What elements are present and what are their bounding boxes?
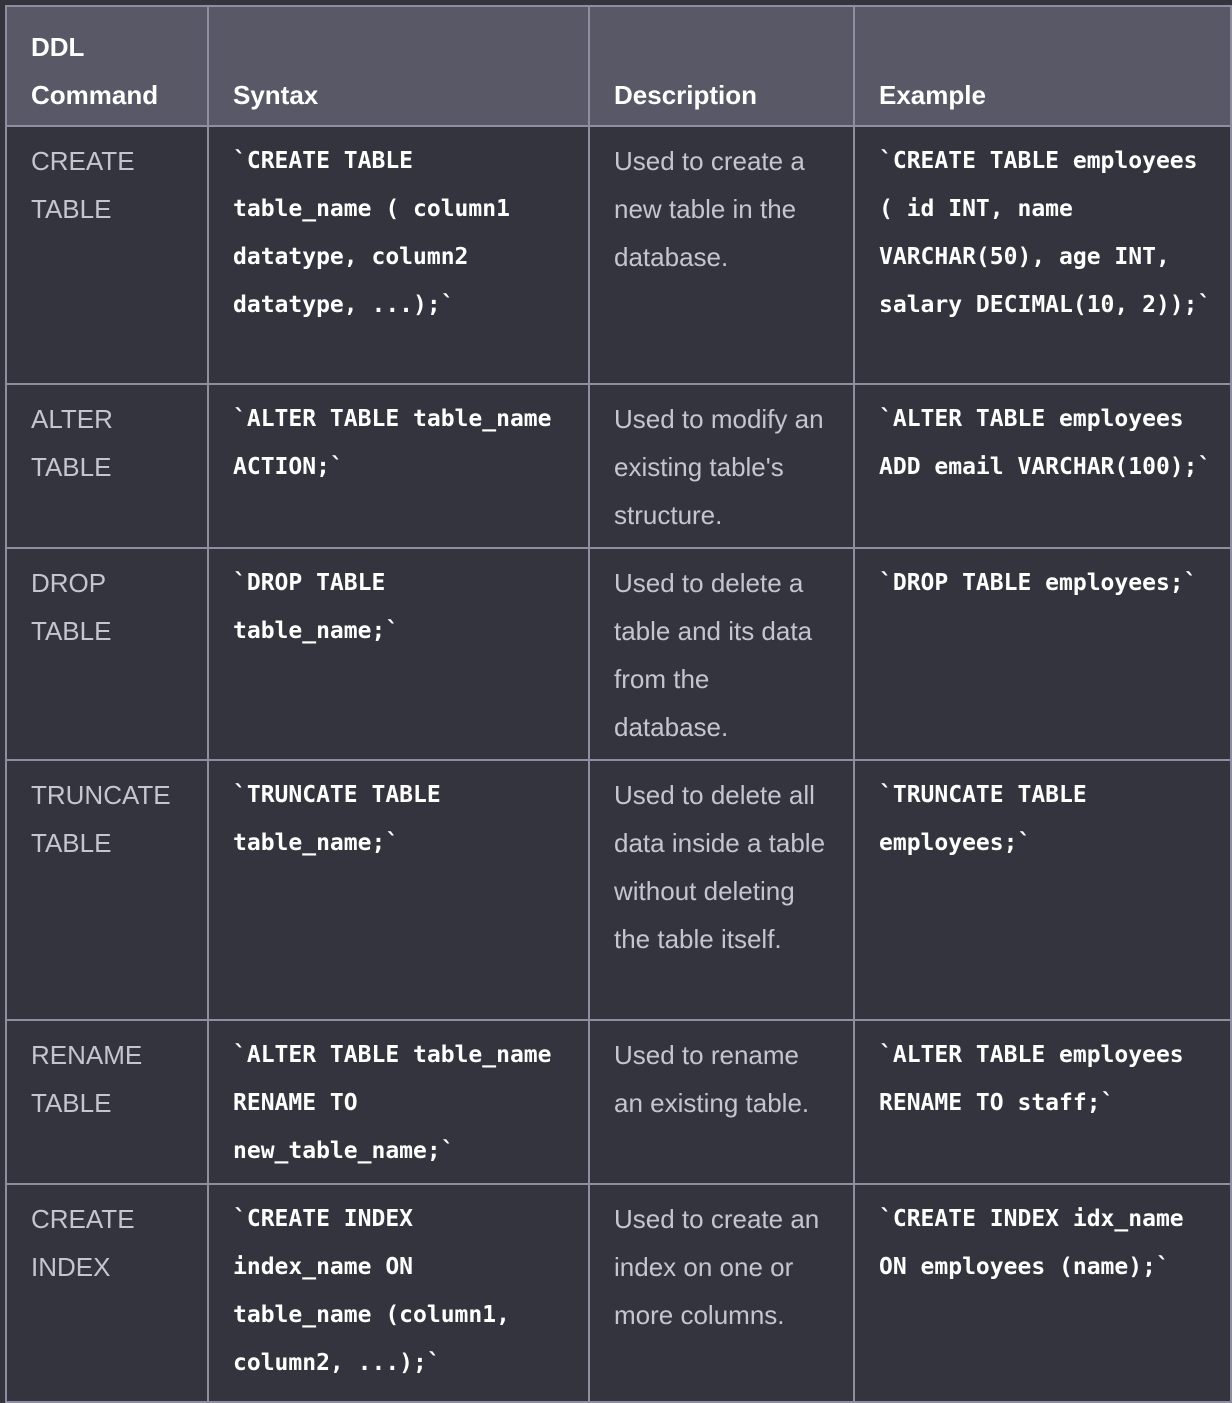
description-cell: Used to delete all data inside a table without deleting the table itself.: [589, 760, 854, 1020]
example-cell: `CREATE TABLE employees ( id INT, name VARCHAR(50), age INT, salary DECIMAL(10, 2));`: [854, 126, 1231, 384]
table-row: [6, 1184, 1231, 1402]
header-syntax: Syntax: [208, 6, 589, 126]
command-cell: CREATE TABLE: [6, 126, 208, 384]
example-cell: `DROP TABLE employees;`: [854, 548, 1231, 760]
command-cell: ALTER TABLE: [6, 384, 208, 548]
header-example: Example: [854, 6, 1231, 126]
command-cell: RENAME TABLE: [6, 1020, 208, 1184]
description-cell: Used to modify an existing table's structure.: [589, 384, 854, 548]
description-cell: Used to delete a table and its data from the database.: [589, 548, 854, 760]
example-cell: `ALTER TABLE employees RENAME TO staff;`: [854, 1020, 1231, 1184]
description-cell: Used to create a new table in the database.: [589, 126, 854, 384]
syntax-cell: `ALTER TABLE table_name ACTION;`: [208, 384, 589, 548]
syntax-cell: `CREATE TABLE table_name ( column1 datatype, column2 datatype, ...);`: [208, 126, 589, 384]
command-cell: TRUNCATE TABLE: [6, 760, 208, 1020]
syntax-cell: `TRUNCATE TABLE table_name;`: [208, 760, 589, 1020]
syntax-cell: `ALTER TABLE table_name RENAME TO new_table_name;`: [208, 1020, 589, 1184]
example-cell: `ALTER TABLE employees ADD email VARCHAR(100);`: [854, 384, 1231, 548]
table-row: [6, 548, 1231, 760]
table-row: [6, 126, 1231, 384]
syntax-cell: `CREATE INDEX index_name ON table_name (column1, column2, ...);`: [208, 1184, 589, 1402]
table-row: [6, 760, 1231, 1020]
description-cell: Used to rename an existing table.: [589, 1020, 854, 1184]
example-cell: `CREATE INDEX idx_name ON employees (name);`: [854, 1184, 1231, 1402]
header-ddl-command: DDL Command: [6, 6, 208, 126]
table-row: [6, 1020, 1231, 1184]
ddl-commands-table: [5, 5, 1232, 1403]
header-description: Description: [589, 6, 854, 126]
command-cell: DROP TABLE: [6, 548, 208, 760]
description-cell: Used to create an index on one or more columns.: [589, 1184, 854, 1402]
syntax-cell: `DROP TABLE table_name;`: [208, 548, 589, 760]
table-header-row: [6, 6, 1231, 126]
command-cell: CREATE INDEX: [6, 1184, 208, 1402]
table-row: [6, 384, 1231, 548]
example-cell: `TRUNCATE TABLE employees;`: [854, 760, 1231, 1020]
